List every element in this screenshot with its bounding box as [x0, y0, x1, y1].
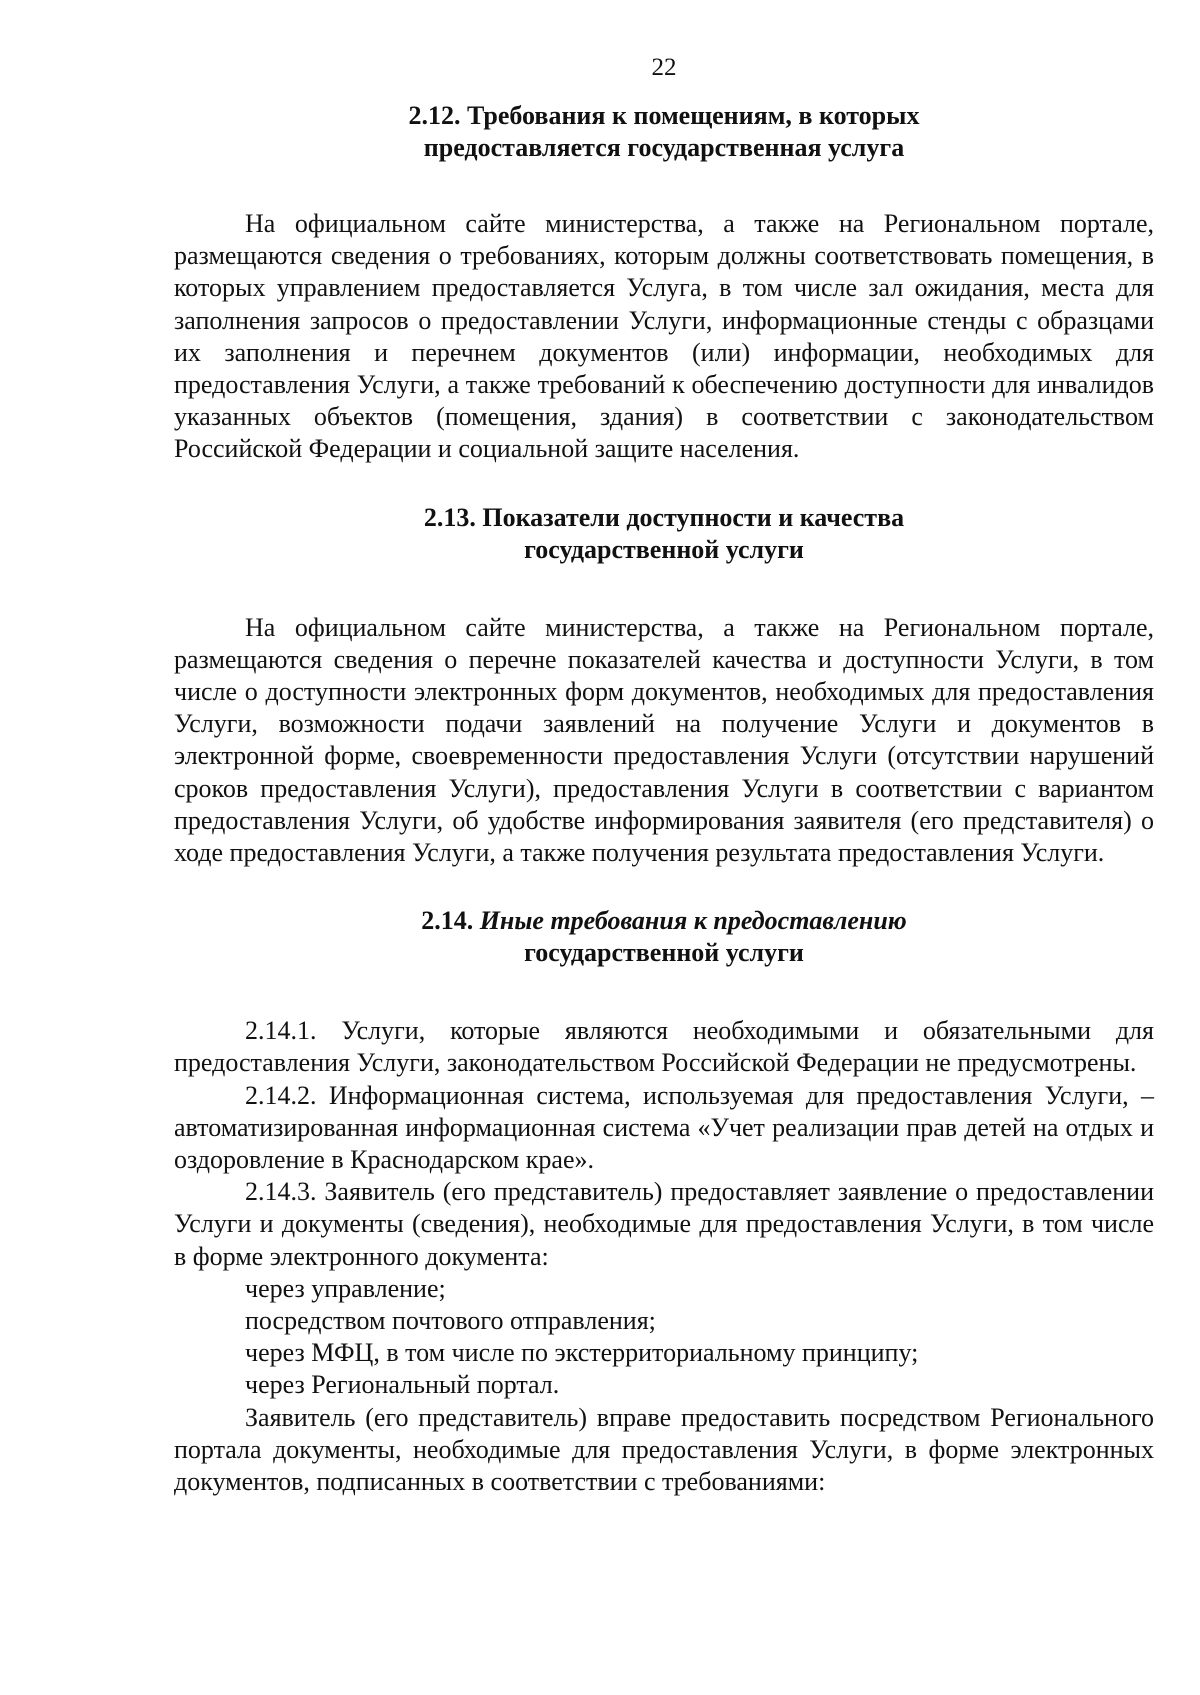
section-heading-2-14 — [174, 905, 1154, 969]
clause-2-14-3: 2.14.3. Заявитель (его представитель) предоставляет заявление о предоставлении Услуги и документы (сведения), необходимые для предоставления Услуги, в том числе в форме электронного документа: — [174, 1177, 1154, 1271]
section-heading-line: предоставляется государственная услуга — [423, 133, 905, 162]
document-page — [174, 52, 1154, 1498]
section-heading-title: Иные требования к предоставлению — [479, 906, 907, 936]
section-heading-line: 2.13. Показатели доступности и качества — [423, 502, 905, 532]
list-item: через Региональный портал. — [245, 1370, 560, 1400]
page-number: 22 — [651, 54, 677, 81]
list-item: через управление; — [245, 1273, 446, 1303]
clause-2-14-2: 2.14.2. Информационная система, используемая для предоставления Услуги, – автоматизированная информационная система «Учет реализации прав детей на отдых и оздоровление в Краснодарском крае». — [174, 1080, 1154, 1175]
closing-paragraph: Заявитель (его представитель) вправе предоставить посредством Регионального портала документы, необходимые для предоставления Услуги, в форме электронных документов, подписанных в соответствии с требованиями: — [174, 1402, 1154, 1497]
clause-2-14-1: 2.14.1. Услуги, которые являются необходимыми и обязательными для предоставления Услуги, законодательством Российской Федерации не предусмотрены. — [174, 1016, 1154, 1078]
section-heading-2-13 — [174, 502, 1154, 566]
list-item: посредством почтового отправления; — [245, 1306, 656, 1336]
section-paragraph: На официальном сайте министерства, а также на Региональном портале, размещаются сведения о перечне показателей качества и доступности Услуги, в том числе о доступности электронных форм документов, необходимых для предоставления Услуги, возможности подачи заявлений на получение Услуги и документов в электронной форме, своевременности предоставления Услуги (отсутствии нарушений сроков предоставления Услуги), предоставления Услуги в соответствии с вариантом предоставления Услуги, об удобстве информирования заявителя (его представителя) о ходе предоставления Услуги, а также получения результата предоставления Услуги. — [174, 612, 1154, 868]
section-heading-line — [174, 905, 1154, 937]
section-heading-line: 2.12. Требования к помещениям, в которых — [408, 101, 920, 130]
section-heading-line: государственной услуги — [524, 938, 804, 968]
section-heading-2-12 — [174, 100, 1154, 164]
section-heading-line: государственной услуги — [524, 534, 804, 564]
list-item: через МФЦ, в том числе по экстерриториальному принципу; — [245, 1338, 919, 1368]
section-paragraph: На официальном сайте министерства, а также на Региональном портале, размещаются сведения о требованиях, которым должны соответствовать помещения, в которых управлением предоставляется Услуга, в том числе зал ожидания, места для заполнения запросов о предоставлении Услуги, информационные стенды с образцами их заполнения и перечнем документов (или) информации, необходимых для предоставления Услуги, а также требований к обеспечению доступности для инвалидов указанных объектов (помещения, здания) в соответствии с законодательством Российской Федерации и социальной защите населения. — [174, 209, 1154, 464]
section-heading-number: 2.14. — [421, 906, 474, 936]
